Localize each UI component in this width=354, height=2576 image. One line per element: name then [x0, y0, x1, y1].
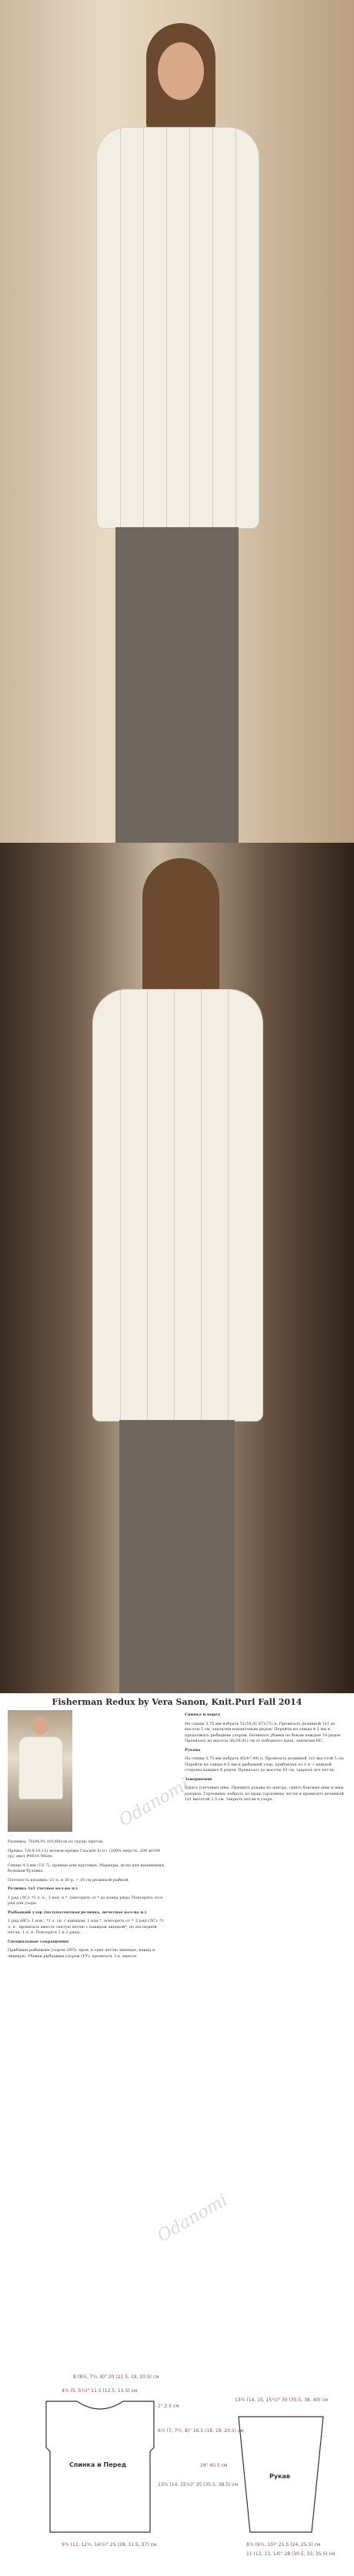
- sleeve-top-label: 13¾ (14, 15, 15¾)" 35 (35.5, 38, 40) см: [235, 2397, 329, 2403]
- sleeve-cuff-label: 8½ (9½, 10)" 21.5 (24, 25.5) см: [246, 2542, 321, 2548]
- section-title: Спинка и перед: [185, 1712, 220, 1717]
- section-title: Завершение: [185, 1776, 213, 1782]
- section-text: На спицы 3.75 мм набрать 51(55,61,67)(73) п. Провязать резинкой 1х1 до высоты 5 см, закончив изнаночным рядом. Перейти на спицы 4.5 мм и продолжать рыбацким узором. Начинать убавки по бокам каждые 10 рядов. Провязать до высоты 36(38,41) см от наборного края, закончив ИС.: [185, 1721, 342, 1743]
- section-text: На спицы 3.75 мм набрать 45(47,49) п. Провязать резинкой 1х1 высотой 5 см. Перейти на спицы 4.5 мм и рыбацкий узор, прибавляя по 1 п. с каждой стороны каждые 8 рядов. Провязать до высоты 43 см, закрыть все петли.: [185, 1756, 345, 1772]
- sleeve-wrist-label: 11 (12, 13, 14)" 28 (30.5, 33, 35.5) см: [246, 2551, 336, 2557]
- sleeve-label: Рукав: [269, 2473, 290, 2480]
- top-width-label: 8 (8½, 7½, 8)" 20 (21.5, 19, 20.5) см: [73, 2374, 159, 2380]
- model-face: [158, 42, 204, 100]
- hem-width-label: 9¾ (11, 12½, 14½)" 25 (28, 31.5, 37) см: [62, 2542, 157, 2548]
- model-pants-back: [119, 1420, 235, 1693]
- model-pants: [115, 527, 239, 843]
- thumbnail-photo: [8, 1710, 72, 1832]
- watermark: Odanomi: [154, 2190, 232, 2247]
- section-title: Специальные сокращения:: [8, 1939, 70, 1944]
- model-photo-front: [0, 0, 354, 843]
- section-text: Сшить плечевые швы. Пришить рукава по центру, сшить боковые швы и швы рукавов. Горловина: набрать по краю горловины петли и провязать резинкой 1х1 высотой 2.5 см. Закрыть петли в узоре.: [185, 1786, 344, 1802]
- tools-text: Спицы 4,5 мм (US 7), прямые или круговые. Маркеры, иглы для вышивания, большая булавка.: [8, 1863, 165, 1873]
- watermark: Odanomi: [115, 1775, 193, 1831]
- body-label: Спинка и Перед: [69, 2461, 127, 2468]
- sleeve-length-label: 16" 40.5 см: [200, 2463, 228, 2468]
- section-title: Рыбацкий узор (полупатентная резинка, нечетное кол-во п.): [8, 1909, 147, 1915]
- intro-column: [8, 1839, 165, 2070]
- model-hair-back: [142, 858, 219, 1004]
- section-text: Прибавки рыбацким узором (ПП): пров. в одну петлю лицевую, накид и лицевую. Убавки рыбацким узором (УУ): провязать 3 п. вместе.: [8, 1948, 155, 1959]
- shoulder-depth-label: 1" 2.5 см: [158, 2404, 179, 2409]
- sweater-front: [96, 127, 259, 529]
- side-length-label: 13¾ (14, 15¼)" 35 (35.5, 38.5) см: [158, 2482, 239, 2487]
- pattern-title: Fisherman Redux by Vera Sanon, Knit.Purl Fall 2014: [52, 1697, 302, 1707]
- armhole-depth-label: 6½ (7, 7½, 8)" 16.5 (18, 19, 20.5) см: [158, 2428, 244, 2434]
- sizes-text: Размеры: 76(84,91,101)88(см по груди, кругов.: [8, 1839, 104, 1844]
- schematic-diagram: [15, 2371, 339, 2563]
- neck-width-label: 4½ (5, 5¼)" 11.5 (12.5, 13.5) см: [62, 2388, 138, 2394]
- section-title: Рукава: [185, 1747, 201, 1752]
- model-photo-back: [0, 843, 354, 1693]
- section-text: 1 ряд (ЛС): *1 л. п., 1 изн. п.*, повторять от * до конца ряда. Повторять этот ряд для узора.: [8, 1895, 163, 1906]
- instructions-column: [185, 1712, 346, 2066]
- gauge-text: Плотность вязания: 21 п. и 30 р. = 10 см резинкой-рыбкой.: [8, 1877, 129, 1883]
- yarn-text: Пряжа: 7(8,9,10,11) мотков пряжи Cascade Eco+ (100% шерсть, 200 м/100 гр), цвет #8010 White.: [8, 1848, 161, 1859]
- sweater-back: [92, 989, 263, 1422]
- section-text: 1 ряд (ИС): 1 изн., *1 л. сн. с накидом, 1 изн.*, повторять от *. 2 ряд (ЛС): *1 л. п., провязать вместе снятую петлю с накидом лицевой*, до последней петли, 1 л. п. Повторять 1 и 2 ряды.: [8, 1919, 164, 1935]
- section-title: Резинка 1х1 (четное кол-во п.): [8, 1886, 78, 1891]
